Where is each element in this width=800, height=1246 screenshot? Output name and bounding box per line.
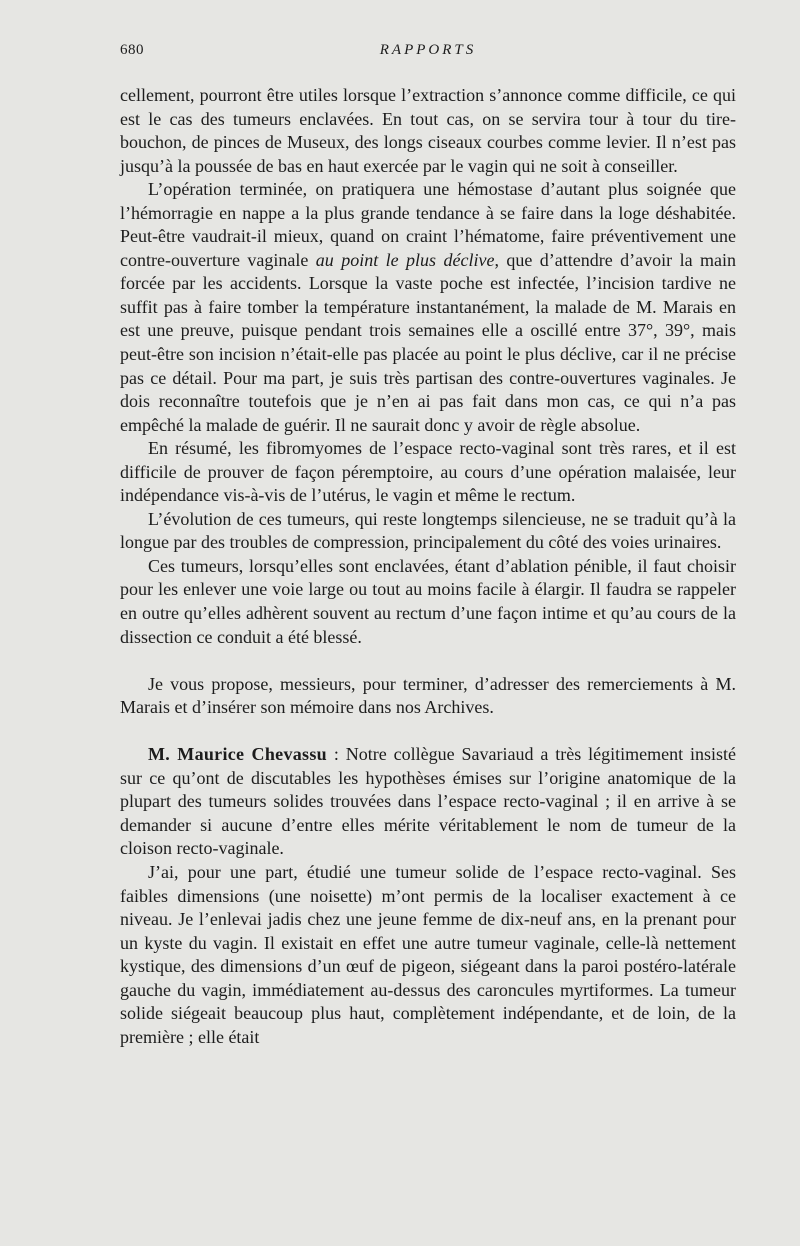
paragraph: Ces tumeurs, lorsqu’elles sont enclavées, étant d’ablation pénible, il faut choisir pour les enlever une voie large ou tout au moins facile à élargir. Il faudra se rappeler en outre qu’elles adhèrent souvent au rectum d’une façon intime et qu’au cours de la dissection ce conduit a été blessé. xyxy=(120,555,736,647)
page-number: 680 xyxy=(120,42,144,58)
running-head: RAPPORTS xyxy=(379,42,477,58)
paragraph: En résumé, les fibromyomes de l’espace recto-vaginal sont très rares, et il est difficile de prouver de façon péremptoire, au cours d’une opération malaisée, leur indépendance vis-à-vis de l’utérus, le vagin et même le rectum. xyxy=(120,438,736,506)
italic-phrase: au point le plus déclive xyxy=(315,249,495,270)
paragraph-text: , que d’attendre d’avoir la main forcée par les accidents. Lorsque la vaste poche est infectée, l’incision tardive ne suffit pas à faire tomber la température instantanément, la malade de M. Marais en est une preuve, puisque pendant trois semaines elle a oscillé entre 37°, 39°, mais peut-être son incision n’était-elle pas placée au point le plus déclive, car il ne précise pas ce détail. Pour ma part, je suis très partisan des contre-ouvertures vaginales. Je dois reconnaître toutefois que je n’en ai pas fait dans mon cas, ce qui n’a pas empêché la malade de guérir. Il ne saurait donc y avoir de règle absolue. xyxy=(120,249,736,435)
paragraph: cellement, pourront être utiles lorsque l’extraction s’annonce comme difficile, ce qui est le cas des tumeurs enclavées. En tout cas, on se servira tour à tour du tire-bouchon, de pinces de Museux, des longs ciseaux courbes comme levier. Il n’est pas jusqu’à la poussée de bas en haut exercée par le vagin qui ne soit à conseiller. xyxy=(120,85,736,176)
paragraph: L’évolution de ces tumeurs, qui reste longtemps silencieuse, ne se traduit qu’à la longue par des troubles de compression, principalement du côté des voies urinaires. xyxy=(120,508,736,553)
paragraph-text: : Notre collègue Savariaud a très légitimement insisté sur ce qu’ont de discutables les hypothèses émises sur l’origine anatomique de la plupart des tumeurs solides trouvées dans l’espace recto-vaginal ; il en arrive à se demander si aucune d’entre elles mérite véritablement le nom de tumeur de la cloison recto-vaginale. xyxy=(120,744,736,859)
paragraph: Je vous propose, messieurs, pour terminer, d’adresser des remerciements à M. Marais et d’insérer son mémoire dans nos Archives. xyxy=(120,673,736,718)
body-text xyxy=(120,84,736,1049)
paragraph-text: L’opération terminée, on pratiquera une hémostase d’autant plus soignée que l’hémorragie en nappe a la plus grande tendance à se faire dans la loge déshabitée. Peut-être vaudrait-il mieux, quand on craint l’hématome, faire préventivement une contre-ouverture vaginale xyxy=(120,179,736,270)
speaker-paragraph xyxy=(120,743,736,861)
paragraph: J’ai, pour une part, étudié une tumeur solide de l’espace recto-vaginal. Ses faibles dimensions (une noisette) m’ont permis de la localiser exactement à ce niveau. Je l’enlevai jadis chez une jeune femme de dix-neuf ans, en la prenant pour un kyste du vagin. Il existait en effet une autre tumeur vaginale, celle-là nettement kystique, des dimensions d’un œuf de pigeon, siégeant dans la paroi postéro-latérale gauche du vagin, immédiatement au-dessus des caroncules myrtiformes. La tumeur solide siégeait beaucoup plus haut, complètement indépendante, et de loin, de la première ; elle était xyxy=(120,861,736,1047)
paragraph xyxy=(120,178,736,437)
page-header xyxy=(120,42,736,64)
speaker-name: M. Maurice Chevassu xyxy=(148,744,327,765)
